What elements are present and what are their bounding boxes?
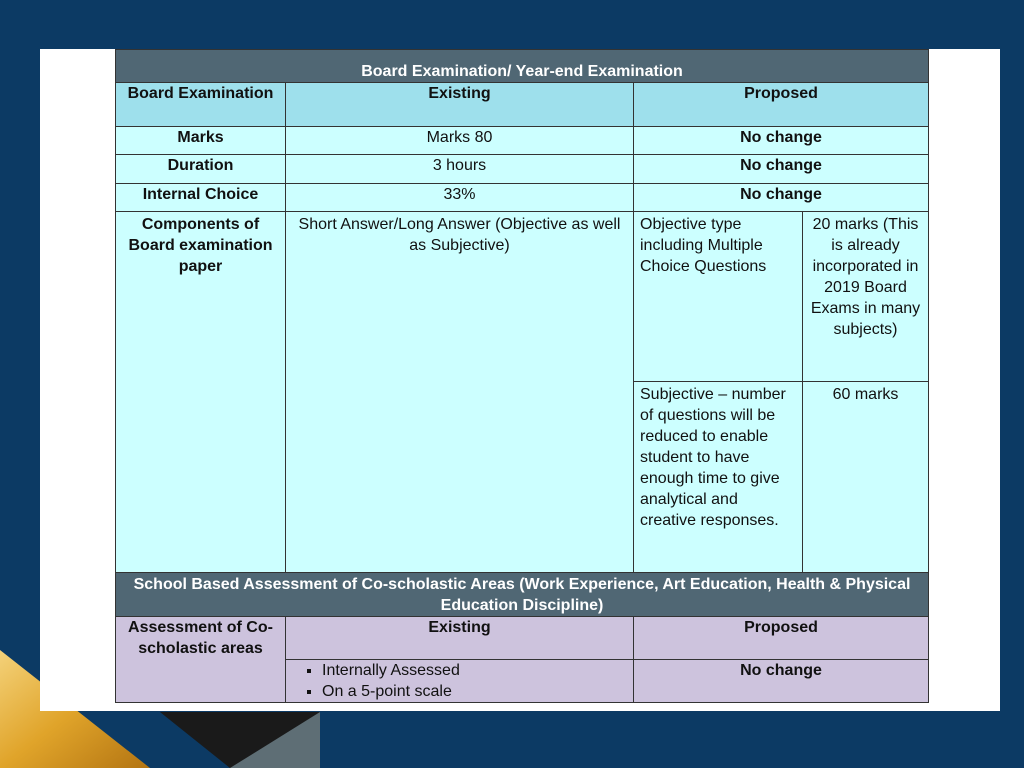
internal-choice-proposed: No change <box>634 184 929 212</box>
co-scholastic-header-subrow <box>116 617 929 660</box>
objective-description: Objective type including Multiple Choice Questions <box>634 212 803 382</box>
assessment-table <box>115 49 929 703</box>
marks-proposed: No change <box>634 127 929 155</box>
objective-marks: 20 marks (This is already incorporated in 2019 Board Exams in many subjects) <box>803 212 929 382</box>
co-existing-list <box>292 660 627 702</box>
marks-existing: Marks 80 <box>286 127 634 155</box>
co-scholastic-label: Assessment of Co-scholastic areas <box>116 617 286 703</box>
co-existing-cell <box>286 660 634 703</box>
components-existing: Short Answer/Long Answer (Objective as well as Subjective) <box>286 212 634 573</box>
existing-header: Existing <box>286 83 634 127</box>
duration-proposed: No change <box>634 155 929 184</box>
co-scholastic-title: School Based Assessment of Co-scholastic Areas (Work Experience, Art Education, Health & Physical Education Discipline) <box>116 573 929 617</box>
table-row <box>116 127 929 155</box>
table-row <box>116 212 929 382</box>
marks-label: Marks <box>116 127 286 155</box>
subjective-marks: 60 marks <box>803 382 929 573</box>
co-proposed-value: No change <box>634 660 929 703</box>
subjective-description: Subjective – number of questions will be reduced to enable student to have enough time to give analytical and creative responses. <box>634 382 803 573</box>
co-scholastic-header-row <box>116 573 929 617</box>
board-label-header: Board Examination <box>116 83 286 127</box>
components-label: Components of Board examination paper <box>116 212 286 573</box>
board-section-title: Board Examination/ Year-end Examination <box>116 50 929 83</box>
table-row <box>116 155 929 184</box>
co-existing-header: Existing <box>286 617 634 660</box>
duration-existing: 3 hours <box>286 155 634 184</box>
list-item: ▪ On a 5-point scale <box>322 681 627 702</box>
proposed-header: Proposed <box>634 83 929 127</box>
internal-choice-existing: 33% <box>286 184 634 212</box>
internal-choice-label: Internal Choice <box>116 184 286 212</box>
duration-label: Duration <box>116 155 286 184</box>
co-proposed-header: Proposed <box>634 617 929 660</box>
board-section-header-row <box>116 50 929 83</box>
board-column-header-row <box>116 83 929 127</box>
table-row <box>116 184 929 212</box>
list-item: ▪ Internally Assessed <box>322 660 627 681</box>
